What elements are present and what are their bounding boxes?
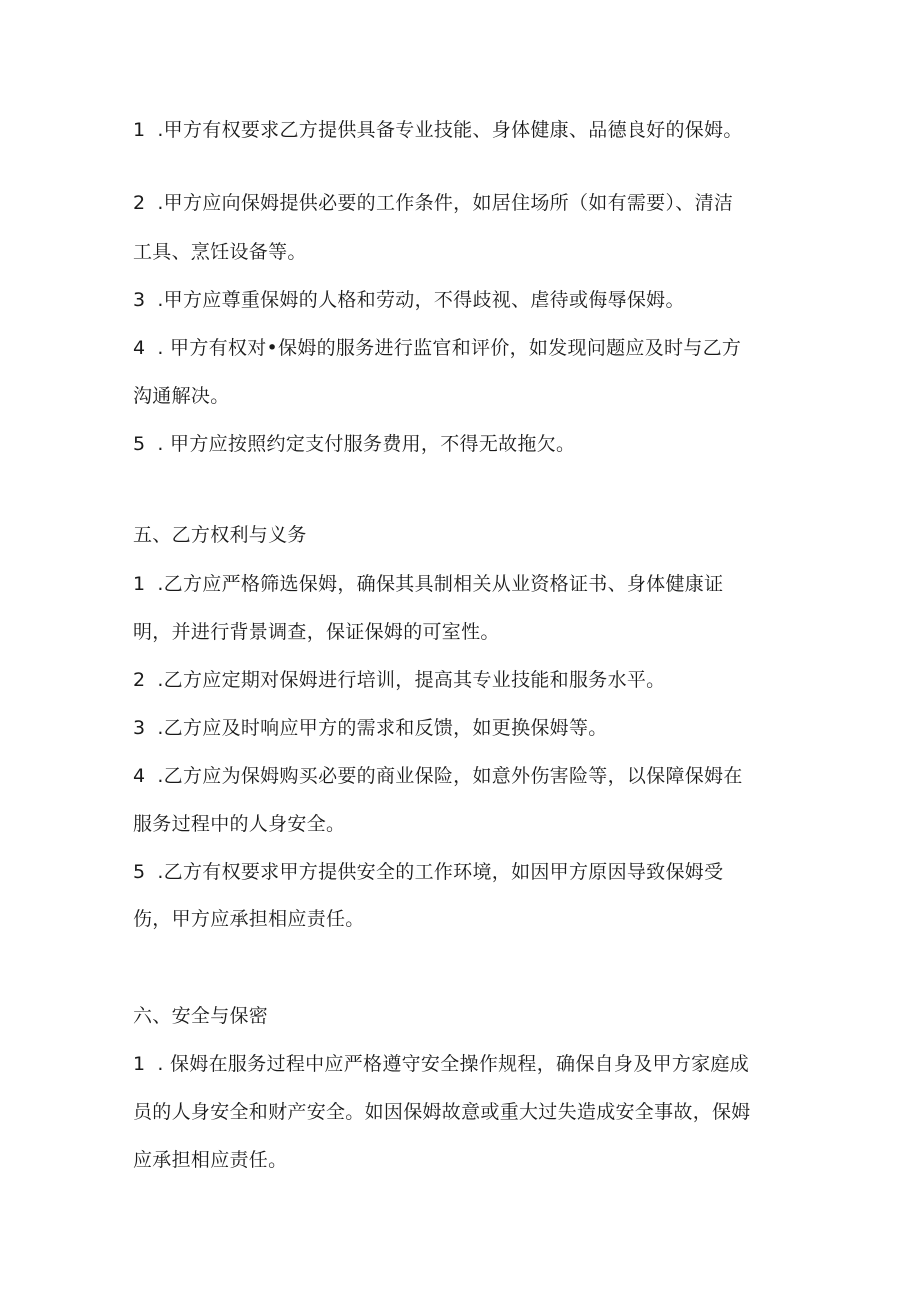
s4-item-2-line-1: 2 .甲方应向保姆提供必要的工作条件，如居住场所（如有需要）、清洁 [133, 192, 734, 214]
s4-item-4-line-2: 沟通解决。 [133, 385, 230, 407]
s4-item-2-line-2: 工具、烹饪设备等。 [133, 241, 307, 263]
s5-item-1-line-2: 明，并进行背景调查，保证保姆的可室性。 [133, 621, 500, 643]
s5-item-4-line-1: 4 .乙方应为保姆购买必要的商业保险，如意外伤害险等，以保障保姆在 [133, 765, 743, 787]
s6-item-1-line-2: 员的人身安全和财产安全。如因保姆故意或重大过失造成安全事故，保姆 [133, 1101, 751, 1123]
section6-heading: 六、安全与保密 [133, 1005, 269, 1027]
s4-item-4-line-1: 4 . 甲方有权对•保姆的服务进行监官和评价，如发现问题应及时与乙方 [133, 337, 742, 359]
s4-item-1-line-1: 1 .甲方有权要求乙方提供具备专业技能、身体健康、品德良好的保姆。 [133, 119, 743, 141]
s6-item-1-line-3: 应承担相应责任。 [133, 1149, 288, 1171]
s5-item-3-line-1: 3 .乙方应及时响应甲方的需求和反馈，如更换保姆等。 [133, 717, 608, 739]
s6-item-1-line-1: 1 . 保姆在服务过程中应严格遵守安全操作规程，确保自身及甲方家庭成 [133, 1053, 750, 1075]
section5-heading: 五、乙方权利与义务 [133, 524, 307, 546]
s5-item-2-line-1: 2 .乙方应定期对保姆进行培训，提高其专业技能和服务水平。 [133, 669, 666, 691]
s5-item-5-line-2: 伤，甲方应承担相应责任。 [133, 908, 365, 930]
s5-item-4-line-2: 服务过程中的人身安全。 [133, 813, 346, 835]
s4-item-3-line-1: 3 .甲方应尊重保姆的人格和劳动，不得歧视、虐待或侮辱保姆。 [133, 289, 685, 311]
s5-item-5-line-1: 5 .乙方有权要求甲方提供安全的工作环境，如因甲方原因导致保姆受 [133, 861, 724, 883]
s5-item-1-line-1: 1 .乙方应严格筛选保姆，确保其具制相关从业资格证书、身体健康证 [133, 573, 724, 595]
s4-item-5-line-1: 5 . 甲方应按照约定支付服务费用，不得无故拖欠。 [133, 433, 576, 455]
